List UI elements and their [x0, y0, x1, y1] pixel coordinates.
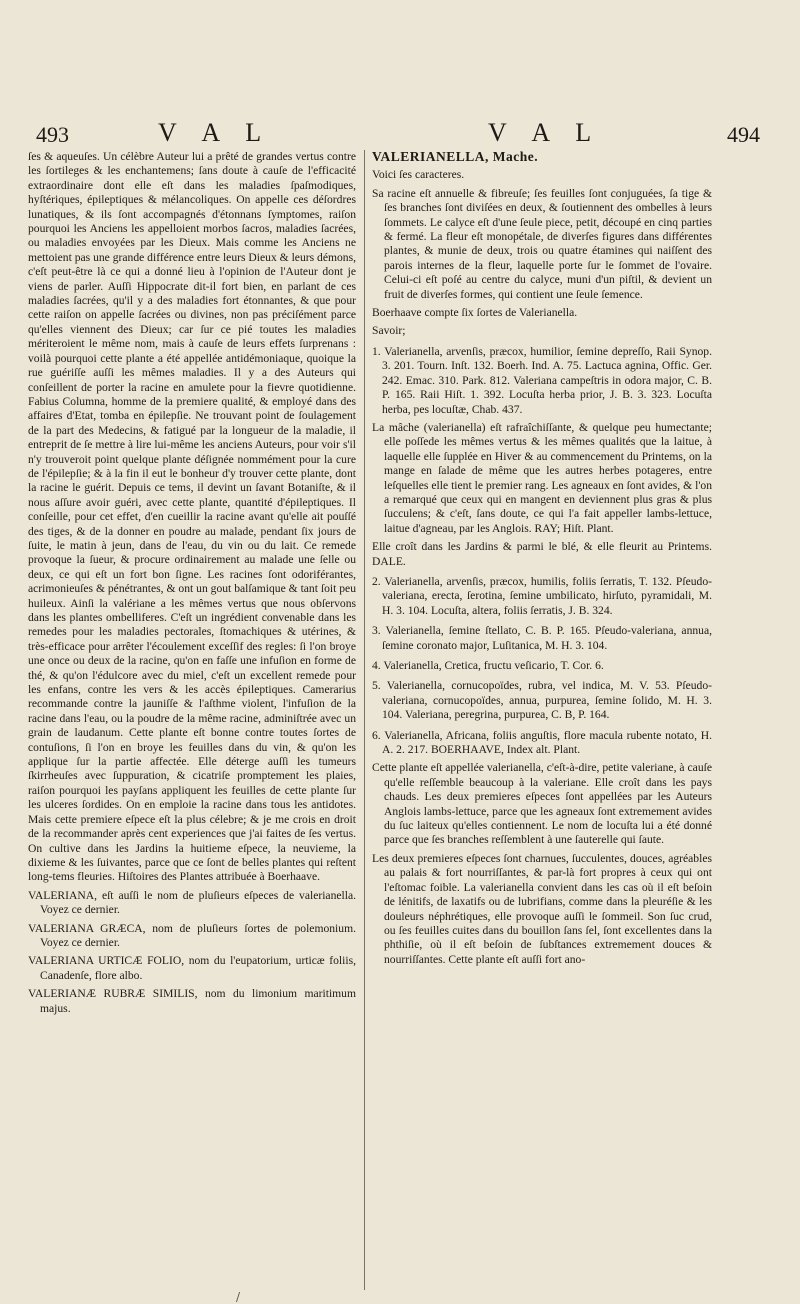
running-head-left: V A L [158, 118, 272, 147]
species-2: 2. Valerianella, arvenſis, præcox, humilis, foliis ſerratis, T. 132. Pſeudo-valeriana, erecta, ſerotina, ſemine umbilicato, hirſuto, pyramidali, M. H. 3. 104. Locuſta, altera, foliis ſerratis, J. B. 324. [372, 574, 712, 617]
uses-paragraph: Les deux premieres eſpeces ſont charnues, ſucculentes, douces, agréables au palais & fort nourriſſantes, & par-là fort propres à ceux qui ont l'eſtomac foible. La valerianella convient dans les cas où il eſt beſoin de lénitifs, de laxatifs ou de lubrifians, comme dans la pleuréſie & les douleurs néphrétiques, elle provoque auſſi le ſommeil. Son ſuc crud, ou ſes feuilles cuites dans du bouillon ſans ſel, ſont excellentes dans la phthiſie, où il eſt beſoin de ſubſtances extremement douces & nourriſſantes. Cette plante eſt auſſi fort ano- [372, 851, 712, 966]
species-1: 1. Valerianella, arvenſis, præcox, humilior, ſemine depreſſo, Raii Synop. 3. 201. Tourn. Inſt. 132. Boerh. Ind. A. 75. Lactuca agnina, Offic. Ger. 242. Emac. 310. Park. 812. Valeriana campeſtris in odora major, C. B. P. 165. Raii Hiſt. 1. 392. Locuſta herba prior, J. B. 3. 323. Locuſta herba, pes locuſtæ, Chab. 437. [372, 344, 712, 416]
species-5: 5. Valerianella, cornucopoïdes, rubra, vel indica, M. V. 53. Pſeudo-valeriana, cornucopoïdes, annua, purpurea, ſemine ſolido, M. H. 3. 104. Valeriana, peregrina, purpurea, C. B, P. 164. [372, 679, 712, 722]
column-divider [364, 150, 365, 1290]
valeriana-continuation: ſes & aqueuſes. Un célèbre Auteur lui a prêté de grandes vertus contre les ſortileges & les enchantemens; ſans doute à cauſe de l'efficacité extraordinaire dont elle eſt dans les maladies ſpaſmodiques, hyſtériques, épileptiques & mélancoliques. On appelle ces déſordres lunatiques, & ils ſont accompagnés d'étonnans ſymptomes, raiſon pourquoi les Anciens les appelloient morbos ſacros, maladies ſacrées, ou maladies envoyées par les Dieux. Mais comme les Anciens ne mettoient pas une grande différence entre leurs Dieux & leurs démons, c'eſt peut-être là ce qui a donné lieu à l'opinion de l'Auteur dont je viens de parler. Auſſi Hippocrate dit-il fort bien, en parlant de ces maladies ſacrées, qu'il y a des maladies fort étonnantes, & que pour cette raiſon on appelle ſacrées ou divines, non pas préciſément parce qu'elles viennent des Dieux; car ſur ce pié toutes les maladies mériteroient le même nom, mais à cauſe de leurs effets ſurprenans : voilà pourquoi cette plante a été appellée antidémoniaque, quoique la rue guériſſe auſſi les mêmes maladies. Il y a des Auteurs qui conſeillent de porter la racine en amulete pour la fievre quotidienne. Fabius Columna, homme de la premiere qualité, & employé dans des affaires d'Etat, tomba en épilepſie. Ne trouvant point de ſoulagement de la part des Medecins, & fatigué par la longueur de la maladie, il entreprit de ſe mettre à lire lui-même les anciens Auteurs, pour voir s'il n'y trouveroit point quelque plante déſignée nommément pour la cure de l'épilepſie; & à la fin il eut le bonheur d'y trouver cette plante, dont la racine le guérit. Depuis ce tems, il devint un ſavant Botaniſte, & il nous aſſure avoir guéri, avec cette plante, quantité d'épileptiques. Il conſeille, pour cet effet, d'en cueillir la racine avant qu'elle ait pouſſé des tiges, & de la donner en poudre au malade, pendant ſix jours de ſuite, le matin à jeun, dans de l'eau, du vin ou du lait. Ce remede provoque la ſueur, & procure ordinairement au malade une ſelle ou deux, ce qui eſt un fort bon ſigne. Les racines ſont odoriférantes, acrimonieuſes & pénétrantes, & ont un gout balſamique & tant ſoit peu huileux. Ainſi la valériane a les mêmes vertus que nous obſervons dans les plantes ombelliferes. C'eſt un ingrédient convenable dans les remedes pour les maladies pectorales, ſtomachiques & utérines, & très-efficace pour arrêter l'écoulement exceſſif des regles: ſi l'on broye une once ou deux de la racine, qu'on en faſſe une infuſion en forme de thé, & qu'on l'édulcore avec du miel, c'eſt un excellent remede pour les enfans, contre les vers & les accès épileptiques. Camerarius recommande contre la jauniſſe & l'aſthme violent, l'infuſion de la racine dans l'eau, ou la poudre de la même racine, adminiſtrée avec un grain de laudanum. Cette plante eſt bonne contre toutes ſortes de contuſions, ſi l'on en broye les feuilles dans du vin, & qu'on les applique ſur la partie affectée. Elle déterge auſſi les tumeurs ſkirrheuſes avec ſuppuration, & cicatriſe promptement les plaies, raiſon pourquoi les payſans appliquent les feuilles de cette plante ſur les ulceres ſordides. On en emploie la racine dans tous les antidotes. Mais cette premiere eſpece eſt la plus célebre; & je me crois en droit de la recommander après cent experiences que j'ai faites de ſes vertus. On cultive dans les Jardins la huitieme eſpece, la neuvieme, la dixieme & les ſuivantes, parce que ce ſont de belles plantes qui reſtent long-tems fleuries. Hiſtoires des Plantes attribuée à Boerhaave. [28, 150, 356, 884]
footer-mark: / [236, 1290, 241, 1304]
species-4: 4. Valerianella, Cretica, fructu veſicario, T. Cor. 6. [372, 659, 604, 672]
entry-valeriana-graeca: VALERIANA GRÆCA, nom de pluſieurs ſortes de polemonium. Voyez ce dernier. [28, 921, 356, 949]
page-header [0, 118, 800, 150]
page-number-right: 494 [727, 122, 760, 147]
left-column [28, 150, 356, 1020]
running-head-right: V A L [488, 118, 602, 147]
savoir-label: Savoir; [372, 324, 406, 338]
boerhaave-count: Boerhaave compte ſix ſortes de Valerianella. [372, 306, 578, 320]
characters-intro: Voici ſes caracteres. [372, 168, 465, 182]
headword-valerianella: VALERIANELLA, Mache. [372, 149, 539, 164]
entry-valerianae-rubrae-similis: VALERIANÆ RUBRÆ SIMILIS, nom du limonium maritimum majus. [28, 987, 356, 1015]
right-column [372, 150, 712, 971]
entry-valeriana-valerianella: VALERIANA, eſt auſſi le nom de pluſieurs eſpeces de valerianella. Voyez ce dernier. [28, 888, 356, 917]
plant-description: Sa racine eſt annuelle & fibreuſe; ſes feuilles ſont conjuguées, ſa tige & ſes branches ſont diviſées en deux, & ſoutiennent des ombelles à leurs ſommets. Le calyce eſt d'une ſeule piece, petit, découpé en cinq parties & fermé. La fleur eſt monopétale, de diverſes figures dans différentes plantes, & munie de deux, trois ou quatre étamines qui naiſſent des parois internes de la fleur, laquelle porte ſur le ſommet de l'ovaire. Celui-ci eſt poſé au centre du calyce, muni d'un piſtil, & devient un fruit de diverſes formes, qui contient une ſeule ſemence. [372, 186, 712, 301]
name-explanation: Cette plante eſt appellée valerianella, c'eſt-à-dire, petite valeriane, à cauſe qu'elle reſſemble beaucoup à la valeriane. Elle croît dans les pays chauds. Les deux premieres eſpeces ſont appellées par les Auteurs Anglois lambs-lettuce, parce que les agneaux ſont extremement avides du ſuc laiteux qu'elles contiennent. Le nom de locuſta lui a été donné parce que ſes branches reſſemblent à une ſauterelle qui ſaute. [372, 761, 712, 847]
habitat-note: Elle croît dans les Jardins & parmi le blé, & elle fleurit au Printems. DALE. [372, 540, 712, 568]
entry-valeriana-urticae-folio: VALERIANA URTICÆ FOLIO, nom du l'eupatorium, urticæ foliis, Canadenſe, flore albo. [28, 954, 356, 982]
species-6: 6. Valerianella, Africana, foliis anguſtis, flore macula rubente notato, H. A. 2. 217. BOERHAAVE, Index alt. Plant. [372, 728, 712, 757]
mache-properties: La mâche (valerianella) eſt rafraîchiſſante, & quelque peu humectante; elle poſſede les mêmes vertus & les mêmes qualités que la laitue, à laquelle elle ſupplée en Hiver & au commencement du Printems, on la mange en ſalade de même que les autres herbes potageres, entre leſquelles elle tient le premier rang. Les agneaux en ſont avides, & l'on a remarqué que ceux qui en mangent en deviennent plus gras & plus ſucculens; & c'eſt, ſans doute, ce qui l'a fait appeller lambs-lettuce, laitue d'agneau, par les Anglois. RAY; Hiſt. Plant. [372, 420, 712, 535]
species-3: 3. Valerianella, ſemine ſtellato, C. B. P. 165. Pſeudo-valeriana, annua, ſemine coronato major, Luſitanica, M. H. 3. 104. [372, 624, 712, 652]
page-number-left: 493 [36, 122, 69, 147]
